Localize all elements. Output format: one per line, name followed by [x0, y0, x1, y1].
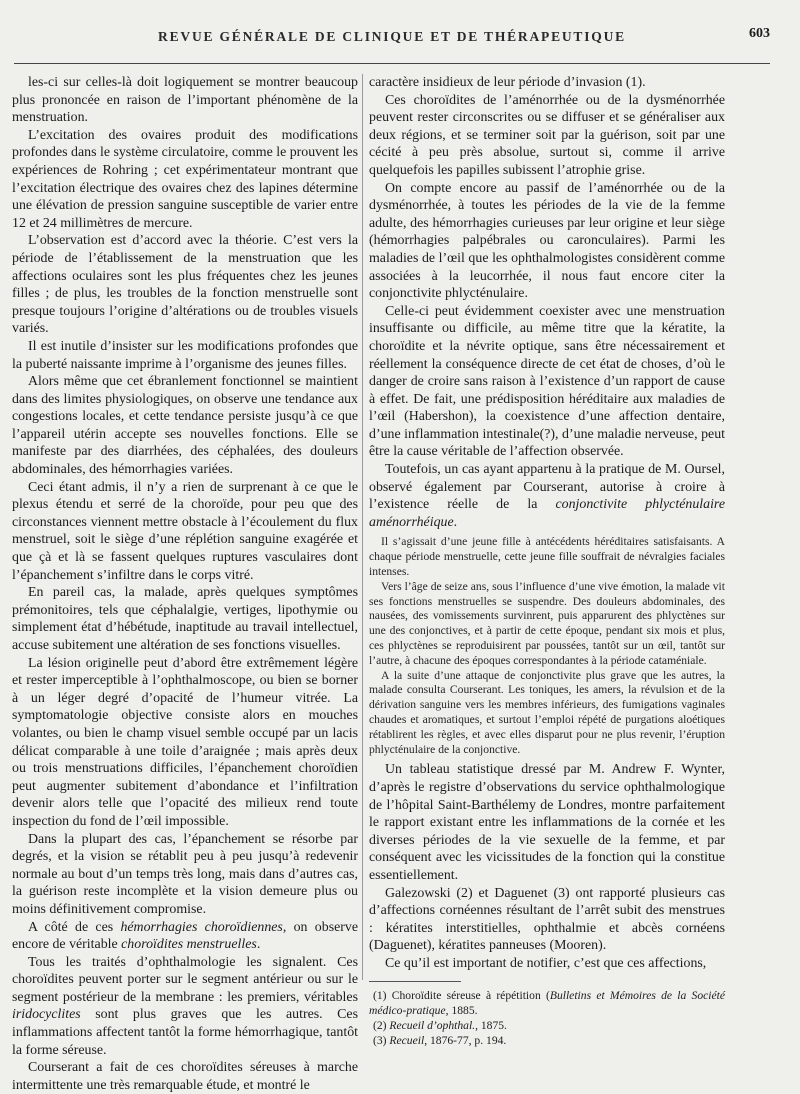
italic-term: hémorrhagies choroïdiennes	[120, 919, 283, 935]
italic-term: choroïdites menstruelles	[121, 937, 257, 953]
paragraph: La lésion originelle peut d’abord être extrêmement légère et rester imperceptible à l’ophthalmoscope, ou bien se borner à un léger degré d’opacité de l’humeur vitrée. La symptomatologie objective consiste alors en mouches volantes, ou bien le champ visuel semble occupé par un lacis délicat comparable à une toile d’araignée ; mais après deux ou trois menstruations difficiles, l’épanchement choroïdien peut augmenter subitement d’abondance et l’infiltration devenir alors telle que l’opacité des milieux rend toute inspection du fond de l’œil impossible.	[12, 655, 358, 829]
paragraph	[12, 954, 358, 1060]
text-run: A côté de ces	[28, 919, 121, 935]
text-run: (3)	[373, 1033, 390, 1047]
text-run: sont plus graves que les autres. Ces inflammations affectent tantôt la forme hémorrhagique, tantôt la forme séreuse.	[12, 1007, 358, 1058]
footnote	[369, 988, 725, 1018]
paragraph: En pareil cas, la malade, après quelques symptômes prémonitoires, tels que céphalalgie, vertiges, lipothymie ou simplement état d’hébétude, inaptitude au travail intellectuel, accuse subitement une altération de ses fonctions visuelles.	[12, 585, 358, 653]
page-header	[14, 26, 770, 50]
paragraph: Ce qu’il est important de notifier, c’est que ces affections,	[385, 955, 707, 971]
paragraph: Il est inutile d’insister sur les modifications profondes que la puberté naissante imprime à l’organisme des jeunes filles.	[12, 338, 358, 372]
paragraph: les-ci sur celles-là doit logiquement se montrer beaucoup plus prononcée en raison de l’important phénomène de la menstruation.	[12, 75, 358, 126]
paragraph	[12, 919, 358, 954]
observation-paragraph: Vers l’âge de seize ans, sous l’influence d’une vive émotion, la malade vit ses fonctions menstruelles se suspendre. Des douleurs abdominales, des nausées, des vomissements survinrent, puis apparurent des phlyctènes sur une des conjonctives, et à partir de cette époque, pendant six mois et plus, ces phlyctènes se reproduisirent par poussées, tantôt sur un œil, tantôt sur l’autre, à chacune des époques correspondantes à la période cataméniale.	[369, 579, 725, 667]
right-column	[369, 74, 725, 1047]
text-run: .	[453, 514, 458, 530]
paragraph	[369, 461, 725, 531]
observation-paragraph: Il s’agissait d’une jeune fille à antécédents héréditaires satisfaisants. A chaque période menstruelle, cette jeune fille souffrait de névralgies faciales intenses.	[369, 535, 725, 579]
footnotes	[369, 988, 725, 1048]
italic-term: Recueil	[389, 1033, 425, 1047]
page-number: 603	[749, 26, 770, 41]
paragraph: Ceci étant admis, il n’y a rien de surprenant à ce que le plexus étendu et serré de la choroïde, pour peu que des circonstances viennent mettre obstacle à l’écoulement du flux menstruel, soit le siège d’une réplétion sanguine exagérée et que çà et là se fassent quelques ruptures vasculaires dont l’épanchement s’infiltre dans le corps vitré.	[12, 479, 358, 583]
header-rule	[14, 63, 770, 64]
column-divider	[362, 74, 363, 980]
left-column	[12, 74, 358, 1093]
italic-term: iridocyclites	[12, 1007, 81, 1023]
italic-term: conjonctivite phlycténulaire aménorrhéique	[369, 497, 725, 530]
paragraph: Courserant a fait de ces choroïdites séreuses à marche intermittente une très remarquable étude, et montré le	[12, 1060, 358, 1093]
text-run: , on observe encore de véritable	[12, 919, 358, 953]
text-run: , 1876-77, p. 194.	[424, 1033, 507, 1047]
text-run: , 1875.	[475, 1018, 507, 1032]
running-title: REVUE GÉNÉRALE DE CLINIQUE ET DE THÉRAPEUTIQUE	[158, 29, 626, 44]
text-run: (2)	[373, 1018, 390, 1032]
paragraph: Dans la plupart des cas, l’épanchement se résorbe par degrés, et la vision se rétablit peu à peu jusqu’à redevenir normale au bout d’un temps très long, mais dans d’autres cas, la guérison reste incomplète et la vision demeure plus ou moins définitivement compromise.	[12, 831, 358, 917]
text-run: Toutefois, un cas ayant appartenu à la pratique de M. Oursel, observé également par Courserant, autorise à croire à l’existence réelle de la	[369, 462, 725, 513]
paragraph: Ces choroïdites de l’aménorrhée ou de la dysménorrhée peuvent rester circonscrites ou se diffuser et se généraliser aux deux régions, et se terminer soit par la guérison, soit par une cécité à peu près absolue, surtout si, comme il arrive quelquefois les papilles subissent l’atrophie grise.	[369, 92, 725, 178]
paragraph: caractère insidieux de leur période d’invasion (1).	[369, 75, 646, 90]
text-run: (1) Choroïdite séreuse à répétition (	[373, 988, 550, 1002]
italic-term: Recueil d’ophthal.	[389, 1018, 476, 1032]
paragraph: Alors même que cet ébranlement fonctionnel se maintient dans des limites physiologiques, on observe une tendance aux congestions locales, et cette tendance persiste jusqu’à ce que l’appareil utérin accepte ses nouvelles fonctions. Elle se manifeste par des diarrhées, des céphalées, des douleurs abdominales, des hémorrhagies variées.	[12, 374, 358, 478]
text-run: Tous les traités d’ophthalmologie les signalent. Ces choroïdites peuvent porter sur le segment antérieur ou sur le segment postérieur de la membrane : les premiers, véritables	[12, 954, 358, 1005]
paragraph: Celle-ci peut évidemment coexister avec une menstruation insuffisante ou difficile, au même titre que la kératite, la choroïdite et la névrite optique, sans être nécessairement et réellement la conséquence directe de cet état de choses, d’où le danger de croire sans raison à l’existence d’un rapport de cause à effet. De fait, une prédisposition héréditaire aux maladies de l’œil (Habershon), la coexistence d’une affection dentaire, d’une inflammation intestinale(?), d’une maladie nerveuse, peut être la cause véritable de l’affection observée.	[369, 303, 725, 460]
paragraph: Galezowski (2) et Daguenet (3) ont rapporté plusieurs cas d’affections cornéennes résultant de l’arrêt subit des menstrues : kératites interstitielles, ophthalmie et abcès cornéens (Daguenet), kératites panneuses (Mooren).	[369, 885, 725, 954]
text-run: , 1885.	[445, 1003, 478, 1017]
paragraph: On compte encore au passif de l’aménorrhée ou de la dysménorrhée, à toutes les périodes de la vie de la femme adulte, des hémorrhagies curieuses par leur origine et leur siège (hémorrhagies palpébrales ou caronculaires). Parmi les maladies de l’œil que les ophthalmologistes considèrent comme associées à la leucorrhée, il nous faut encore citer la conjonctivite phlycténulaire.	[369, 180, 725, 302]
observation-paragraph: A la suite d’une attaque de conjonctivite plus grave que les autres, la malade consulta Courserant. Les toniques, les amers, la révulsion et de la dérivation sanguine vers les membres inférieurs, des fumigations vaginales chaudes et aromatiques, et surtout l’emploi répété de purgations aloétiques rétablirent les règles, et avec elles disparut pour ne plus revenir, l’éruption phlycténulaire de la conjonctive.	[369, 668, 725, 756]
paragraph: L’excitation des ovaires produit des modifications profondes dans le système circulatoire, comme le prouvent les expériences de Rohring ; cet expérimentateur montrant que l’excitation électrique des ovaires chez des lapines détermine une élévation de pression sanguine susceptible de varier entre 12 et 24 millimètres de mercure.	[12, 127, 358, 231]
italic-term: Bulletins et Mémoires de la Société médico-pratique	[369, 988, 725, 1017]
footnote-rule	[369, 981, 461, 982]
text-run: .	[256, 937, 261, 953]
paragraph: Un tableau statistique dressé par M. Andrew F. Wynter, d’après le registre d’observations du service ophthalmologique de l’hôpital Saint-Barthélemy de Londres, montre parfaitement le rapport existant entre les inflammations de la cornée et les diverses périodes de la vie sexuelle de la femme, et par conséquent avec les vicissitudes de la fonction qui la constitue essentiellement.	[369, 762, 725, 883]
footnote	[369, 1033, 725, 1048]
footnote	[369, 1018, 725, 1033]
paragraph: L’observation est d’accord avec la théorie. C’est vers la période de l’établissement de la menstruation que les affections oculaires sont les plus fréquentes chez les jeunes filles ; de plus, les troubles de la fonction menstruelle sont presque toujours l’origine d’altérations ou de troubles visuels variés.	[12, 233, 358, 337]
